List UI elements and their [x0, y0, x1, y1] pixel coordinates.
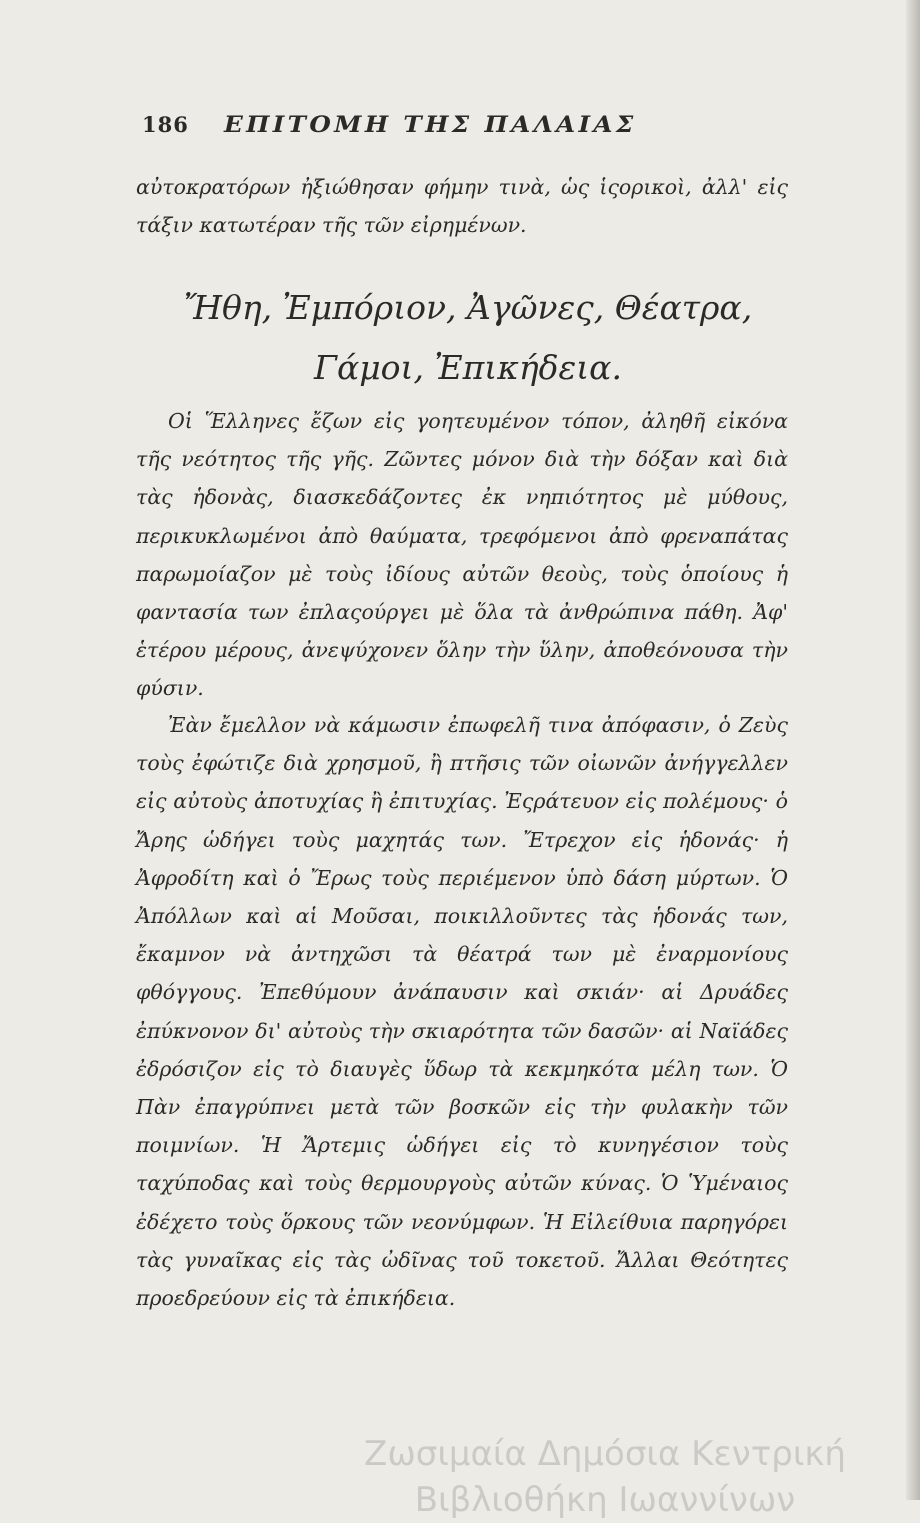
body-paragraph-2: Ἐὰν ἔμελλον νὰ κάμωσιν ἐπωφελῆ τινα ἀπόφασιν, ὁ Ζεὺς τοὺς ἐφώτιζε διὰ χρησμοῦ, ἢ πτῆσις τῶν οἰωνῶν ἀνήγγελλεν εἰς αὐτοὺς ἀποτυχίας ἢ ἐπιτυχίας. Ἐςράτευον εἰς πολέμους· ὁ Ἄρης ὡδήγει τοὺς μαχητάς των. Ἔτρεχον εἰς ἡδονάς· ἡ Ἀφροδίτη καὶ ὁ Ἔρως τοὺς περιέμενον ὑπὸ δάση μύρτων. Ὁ Ἀπόλλων καὶ αἱ Μοῦσαι, ποικιλλοῦντες τὰς ἡδονάς των, ἔκαμνον νὰ ἀντηχῶσι τὰ θέατρά των μὲ ἐναρμονίους φθόγγους. Ἐπεθύμουν ἀνάπαυσιν καὶ σκιάν· αἱ Δρυάδες ἐπύκνονον δι' αὐτοὺς τὴν σκιαρότητα τῶν δασῶν· αἱ Ναϊάδες ἐδρόσιζον εἰς τὸ διαυγὲς ὕδωρ τὰ κεκμηκότα μέλη των. Ὁ Πὰν ἐπαγρύπνει μετὰ τῶν βοσκῶν εἰς τὴν φυλακὴν τῶν ποιμνίων. Ἡ Ἄρτεμις ὡδήγει εἰς τὸ κυνηγέσιον τοὺς ταχύποδας καὶ τοὺς θερμουργοὺς αὐτῶν κύνας. Ὁ Ὑμέναιος ἐδέχετο τοὺς ὅρκους τῶν νεονύμφων. Ἡ Εἰλείθυια παρηγόρει τὰς γυναῖκας εἰς τὰς ὠδῖνας τοῦ τοκετοῦ. Ἄλλαι Θεότητες προεδρεύουν εἰς τὰ ἐπικήδεια. [136, 713, 788, 1311]
page-number: 186 [142, 112, 189, 137]
watermark-line-1: Ζωσιμαία Δημόσια Κεντρική [364, 1434, 846, 1474]
page-header [142, 108, 782, 148]
body-paragraph-1: Οἱ Ἕλληνες ἔζων εἰς γοητευμένον τόπον, ἀληθῆ εἰκόνα τῆς νεότητος τῆς γῆς. Ζῶντες μόνον διὰ τὴν δόξαν καὶ διὰ τὰς ἡδονὰς, διασκεδάζοντες ἐκ νηπιότητος μὲ μύθους, περικυκλωμένοι ἀπὸ θαύματα, τρεφόμενοι ἀπὸ φρεναπάτας παρωμοίαζον μὲ τοὺς ἰδίους αὐτῶν θεοὺς, τοὺς ὁποίους ἡ φαντασία των ἐπλαςούργει μὲ ὅλα τὰ ἀνθρώπινα πάθη. Ἀφ' ἑτέρου μέρους, ἀνεψύχονεν ὅλην τὴν ὕλην, ἀποθεόνουσα τὴν φύσιν. [136, 409, 788, 701]
intro-text: αὐτοκρατόρων ἠξιώθησαν φήμην τινὰ, ὡς ἱςορικοὶ, ἀλλ' εἰς τάξιν κατωτέραν τῆς τῶν εἰρημένων. [136, 175, 788, 238]
section-heading: Ἤθη, Ἐμπόριον, Ἀγῶνες, Θέατρα, Γάμοι, Ἐπικήδεια. [183, 288, 753, 387]
running-title: ΕΠΙΤΟΜΗ ΤΗΣ ΠΑΛΑΙΑΣ [224, 112, 637, 138]
library-watermark [295, 1431, 915, 1523]
page-edge-shadow [906, 0, 920, 1500]
watermark-line-2: Βιβλιοθήκη Ιωαννίνων [414, 1480, 796, 1520]
